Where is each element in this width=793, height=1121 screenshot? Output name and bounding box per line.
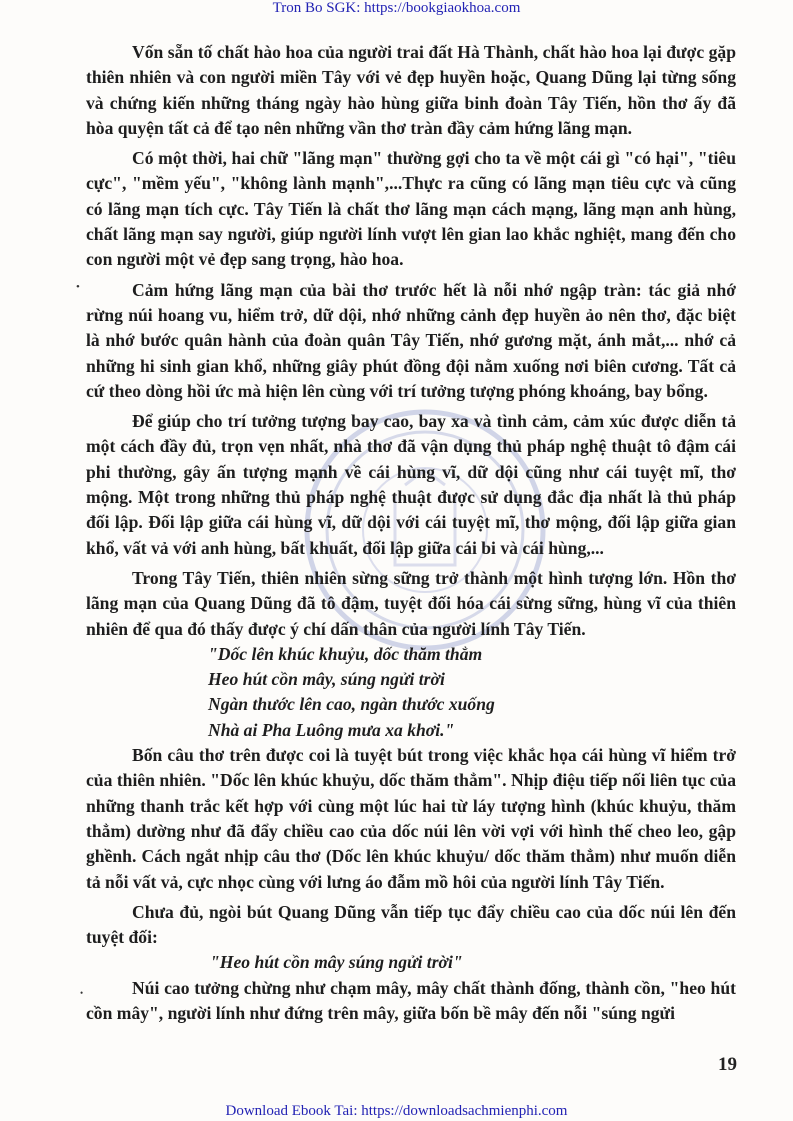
poem-excerpt (208, 642, 736, 743)
paragraph: Bốn câu thơ trên được coi là tuyệt bút trong việc khắc họa cái hùng vĩ hiểm trở của thiên nhiên. "Dốc lên khúc khuỷu, dốc thăm thẳm". Nhịp điệu tiếp nối liên tục của những thanh trắc kết hợp với cùng một lúc hai từ láy tượng hình (khúc khuỷu, thăm thẳm) dường như đã đẩy chiều cao của dốc núi lên vời vợi với hình thế cheo leo, gập ghềnh. Cách ngắt nhịp câu thơ (Dốc lên khúc khuỷu/ dốc thăm thẳm) như muốn diễn tả nỗi vất vả, cực nhọc cùng với lưng áo đẫm mồ hôi của người lính Tây Tiến. (86, 745, 736, 892)
poem-line: Heo hút cồn mây, súng ngửi trời (208, 669, 445, 690)
margin-dot: • (80, 988, 84, 998)
poem-line: "Dốc lên khúc khuỷu, dốc thăm thẳm (208, 643, 483, 664)
footer-download-link[interactable]: Download Ebook Tai: https://downloadsachmienphi.com (225, 1103, 568, 1119)
margin-mark: • (76, 281, 80, 293)
page-body (86, 40, 736, 1026)
paragraph: Trong Tây Tiến, thiên nhiên sừng sững trở thành một hình tượng lớn. Hồn thơ lãng mạn của Quang Dũng đã tô đậm, tuyệt đối hóa cái sừng sững, hùng vĩ của thiên nhiên để qua đó thấy được ý chí dấn thân của người lính Tây Tiến. (86, 567, 736, 639)
paragraph: Để giúp cho trí tưởng tượng bay cao, bay xa và tình cảm, cảm xúc được diễn tả một cách đầy đủ, trọn vẹn nhất, nhà thơ đã vận dụng thủ pháp nghệ thuật tô đậm cái phi thường, gây ấn tượng mạnh về cái hùng vĩ, dữ dội cũng như cái tuyệt mĩ, thơ mộng. Một trong những thủ pháp nghệ thuật được sử dụng đắc địa nhất là thủ pháp đối lập. Đối lập giữa cái hùng vĩ, dữ dội với cái tuyệt mĩ, thơ mộng, đối lập giữa gian khổ, vất vả với anh hùng, bất khuất, đối lập giữa cái bi và cái hùng,... (86, 411, 736, 558)
page-number: 19 (718, 1054, 737, 1075)
paragraph: Cảm hứng lãng mạn của bài thơ trước hết là nỗi nhớ ngập tràn: tác giả nhớ rừng núi hoang vu, hiểm trở, dữ dội, nhớ những cảnh đẹp huyền ảo nên thơ, đặc biệt là nhớ bước quân hành của đoàn quân Tây Tiến, nhớ gương mặt, ánh mắt,... nhớ cả những hi sinh gian khổ, những giây phút đồng đội nằm xuống nơi biên cương. Tất cả cứ theo dòng hồi ức mà hiện lên cùng với trí tưởng tượng phóng khoáng, bay bổng. (86, 279, 736, 401)
paragraph: Núi cao tưởng chừng như chạm mây, mây chất thành đống, thành cồn, "heo hút cồn mây", người lính như đứng trên mây, giữa bốn bề mây đến nỗi "súng ngửi (86, 977, 736, 1023)
paragraph: Có một thời, hai chữ "lãng mạn" thường gợi cho ta về một cái gì "có hại", "tiêu cực", "mềm yếu", "không lành mạnh",...Thực ra cũng có lãng mạn tiêu cực và cũng có lãng mạn tích cực. Tây Tiến là chất thơ lãng mạn cách mạng, lãng mạn anh hùng, chất lãng mạn say người, giúp người lính vượt lên gian lao khắc nghiệt, mang đến cho con người một vẻ đẹp sang trọng, hào hoa. (86, 148, 736, 270)
poem-line: Nhà ai Pha Luông mưa xa khơi." (208, 719, 455, 740)
poem-line: Ngàn thước lên cao, ngàn thước xuống (208, 694, 495, 715)
quoted-verse: "Heo hút cồn mây súng ngửi trời" (210, 952, 463, 973)
paragraph: Vốn sẵn tố chất hào hoa của người trai đất Hà Thành, chất hào hoa lại được gặp thiên nhiên và con người miền Tây với vẻ đẹp huyền hoặc, Quang Dũng lại từng sống và chứng kiến những tháng ngày hào hùng giữa binh đoàn Tây Tiến, hồn thơ ấy đã hòa quyện tất cả để tạo nên những vần thơ tràn đầy cảm hứng lãng mạn. (86, 42, 736, 138)
header-source-link[interactable]: Tron Bo SGK: https://bookgiaokhoa.com (272, 0, 521, 16)
paragraph: Chưa đủ, ngòi bút Quang Dũng vẫn tiếp tục đẩy chiều cao của dốc núi lên đến tuyệt đối: (86, 901, 736, 948)
